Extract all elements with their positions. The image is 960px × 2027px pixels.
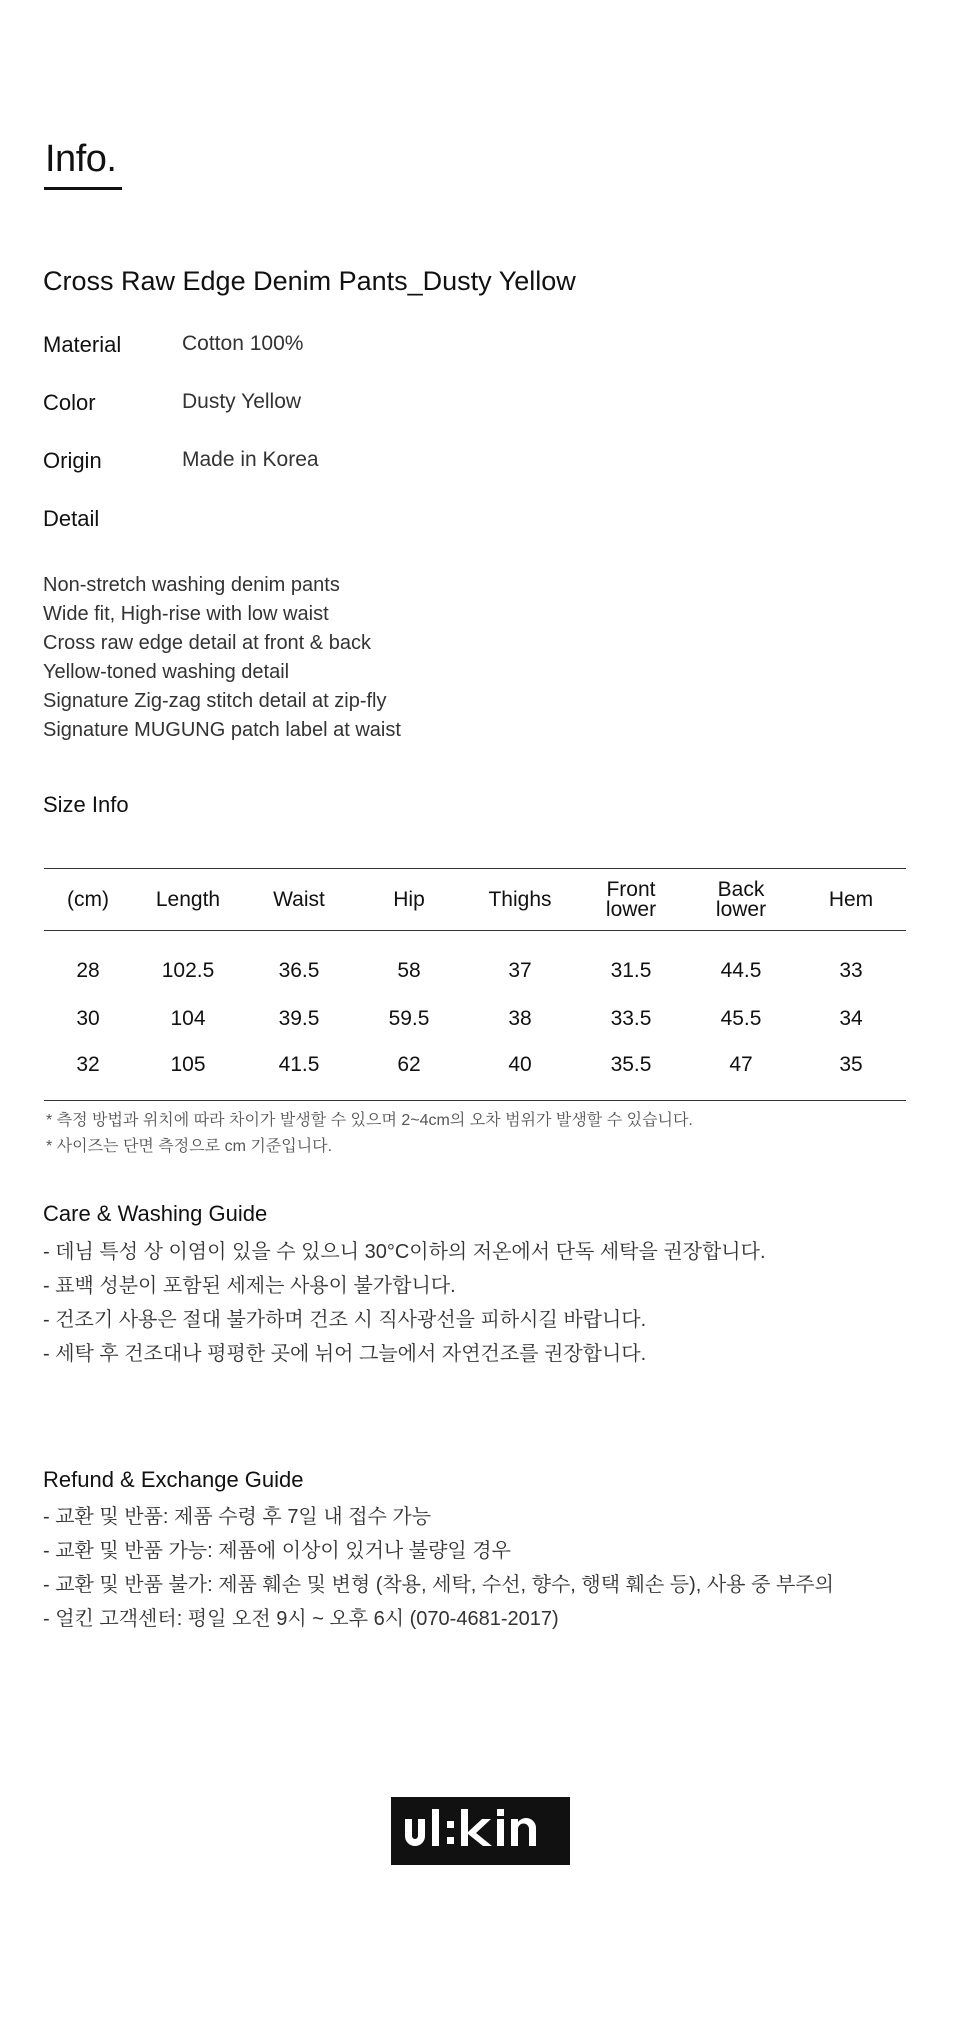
care-list [43,1235,766,1371]
size-cell: 32 [76,1053,100,1077]
detail-item: Non-stretch washing denim pants [43,574,340,596]
thighs-cell: 38 [508,1006,532,1030]
front-lower-cell: 35.5 [610,1053,652,1077]
color-label: Color [43,390,96,415]
header-hem: Hem [828,887,874,911]
size-note: * 측정 방법과 위치에 따라 차이가 발생할 수 있으며 2~4cm의 오차 범위가 발생할 수 있습니다. [46,1112,693,1129]
hip-cell: 59.5 [388,1006,430,1030]
origin-value: Made in Korea [182,448,319,471]
care-item: - 건조기 사용은 절대 불가하며 건조 시 직사광선을 피하시길 바랍니다. [43,1309,647,1331]
care-item: - 데님 특성 상 이염이 있을 수 있으니 30°C이하의 저온에서 단독 세탁을 권장합니다. [43,1241,766,1263]
refund-list [43,1500,834,1636]
size-cell: 28 [76,958,100,982]
thighs-cell: 40 [508,1053,532,1077]
header-front-lower-line2: lower [605,897,657,921]
detail-item: Signature MUGUNG patch label at waist [43,719,401,741]
header-hip: Hip [393,887,425,911]
detail-label: Detail [43,506,100,531]
front-lower-cell: 31.5 [610,958,652,982]
hip-cell: 58 [397,958,421,982]
waist-cell: 41.5 [278,1053,320,1077]
header-unit: (cm) [67,887,109,911]
detail-item: Wide fit, High-rise with low waist [43,603,329,625]
ulkin-logo-mark [391,1797,570,1865]
color-value: Dusty Yellow [182,390,302,413]
detail-list [43,571,401,745]
header-length: Length [155,887,221,911]
header-thighs: Thighs [488,887,552,911]
size-table [44,868,906,1101]
header-front-lower [576,869,686,931]
care-item: - 세탁 후 건조대나 평평한 곳에 뉘어 그늘에서 자연건조를 권장합니다. [43,1343,647,1365]
length-cell: 102.5 [161,958,215,982]
thighs-cell: 37 [508,958,532,982]
header-back-lower-line1: Back [717,877,765,901]
detail-item: Yellow-toned washing detail [43,661,290,683]
refund-item: - 교환 및 반품 불가: 제품 훼손 및 변형 (착용, 세탁, 수선, 향수, 행택 훼손 등), 사용 중 부주의 [43,1574,834,1596]
back-lower-cell: 44.5 [720,958,762,982]
back-lower-cell: 47 [729,1053,753,1077]
hem-cell: 34 [839,1006,863,1030]
hem-cell: 35 [839,1053,863,1077]
hip-cell: 62 [397,1053,421,1077]
table-row [44,931,906,995]
hem-cell: 33 [839,958,863,982]
size-table-header-row [44,869,906,931]
refund-item: - 교환 및 반품 가능: 제품에 이상이 있거나 불량일 경우 [43,1540,511,1562]
size-note: * 사이즈는 단면 측정으로 cm 기준입니다. [46,1138,333,1155]
detail-item: Signature Zig-zag stitch detail at zip-fly [43,690,387,712]
title-underline [44,187,122,190]
origin-label: Origin [43,448,102,473]
refund-item: - 교환 및 반품: 제품 수령 후 7일 내 접수 가능 [43,1506,432,1528]
length-cell: 105 [170,1053,206,1077]
size-cell: 30 [76,1006,100,1030]
length-cell: 104 [170,1006,206,1030]
header-back-lower-line2: lower [715,897,767,921]
brand-logo [391,1797,570,1865]
front-lower-cell: 33.5 [610,1006,652,1030]
header-waist: Waist [273,887,325,911]
material-label: Material [43,332,122,357]
header-front-lower-line1: Front [606,877,656,901]
refund-item: - 얼킨 고객센터: 평일 오전 9시 ~ 오후 6시 (070-4681-2017) [43,1608,559,1630]
product-name: Cross Raw Edge Denim Pants_Dusty Yellow [43,266,576,296]
table-row [44,1043,906,1101]
page-title: Info. [45,138,117,180]
waist-cell: 39.5 [278,1006,320,1030]
header-back-lower [686,869,796,931]
care-item: - 표백 성분이 포함된 세제는 사용이 불가합니다. [43,1275,456,1297]
size-info-heading: Size Info [43,792,129,817]
waist-cell: 36.5 [278,958,320,982]
care-heading: Care & Washing Guide [43,1201,268,1226]
refund-heading: Refund & Exchange Guide [43,1467,304,1492]
material-value: Cotton 100% [182,332,304,355]
table-row [44,995,906,1043]
detail-item: Cross raw edge detail at front & back [43,632,371,654]
back-lower-cell: 45.5 [720,1006,762,1030]
